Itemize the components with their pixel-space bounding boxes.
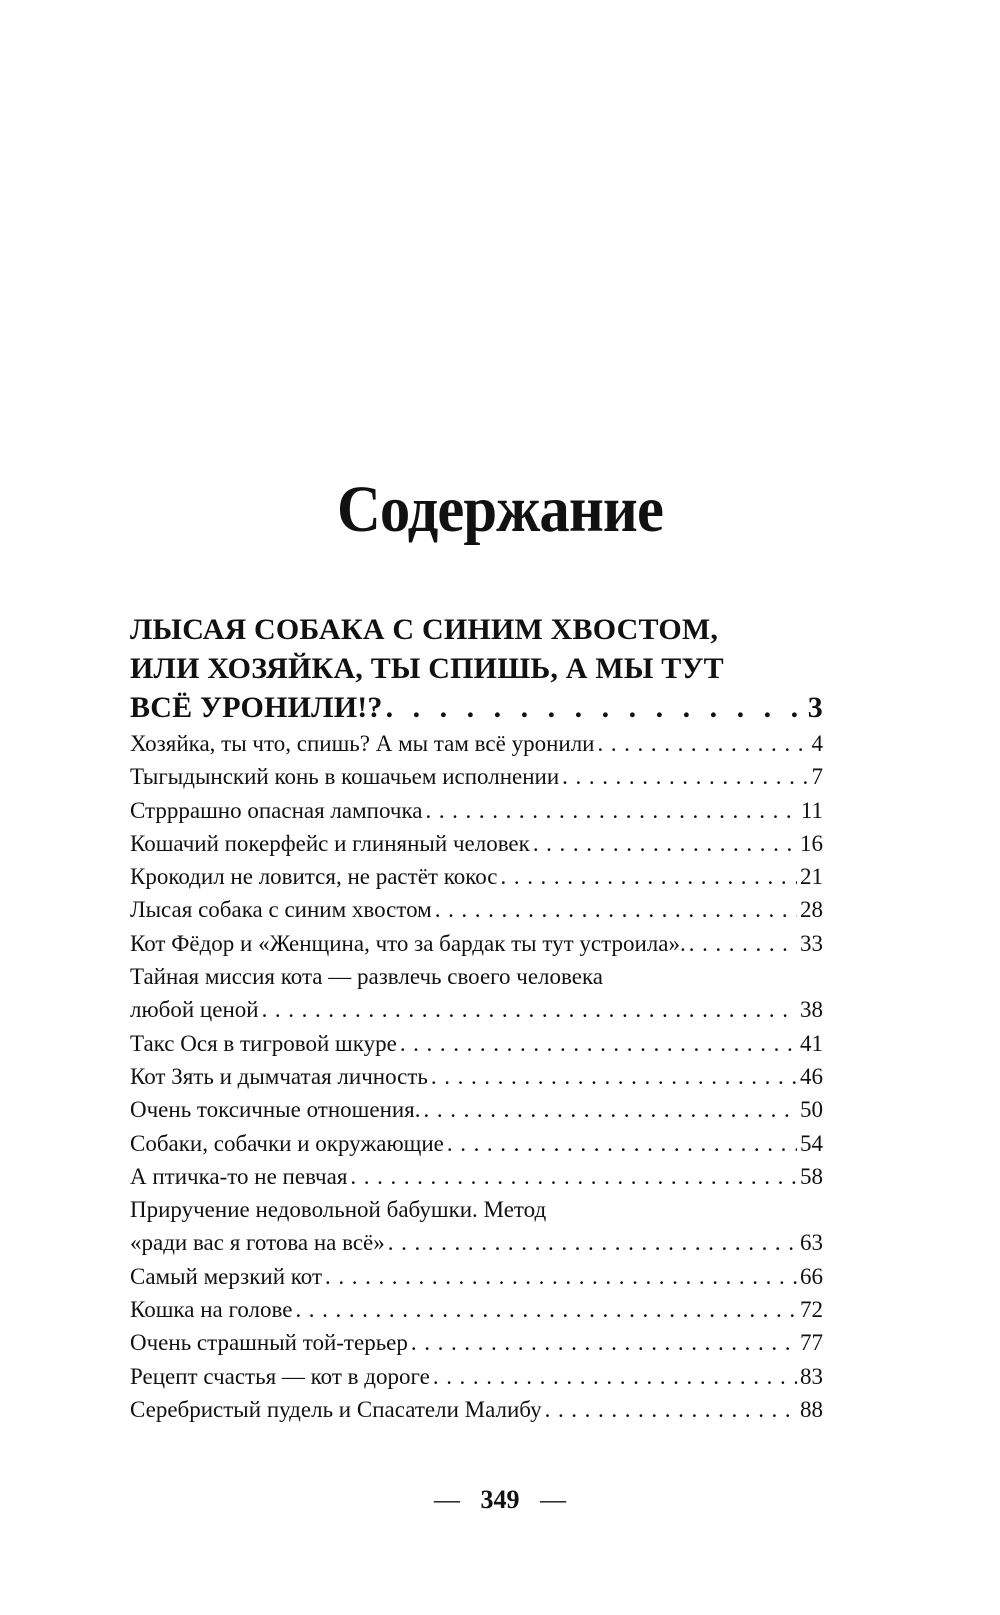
toc-section-heading[interactable] bbox=[130, 610, 823, 727]
dot-leader bbox=[689, 927, 797, 960]
footer-dash-right: — bbox=[540, 1485, 566, 1514]
toc-entries bbox=[130, 727, 823, 1426]
section-title-line-3: ВСЁ УРОНИЛИ!? bbox=[130, 691, 383, 724]
entry-page-number: 77 bbox=[800, 1330, 823, 1356]
dot-leader bbox=[350, 1160, 797, 1193]
toc-entry[interactable] bbox=[130, 1393, 823, 1426]
entry-title: Очень токсичные отношения. bbox=[130, 1097, 421, 1123]
entry-row bbox=[130, 1293, 823, 1326]
entry-row bbox=[130, 794, 823, 827]
entry-row bbox=[130, 1093, 823, 1126]
entry-title: Серебристый пудель и Спасатели Малибу bbox=[130, 1396, 542, 1422]
entry-page-number: 72 bbox=[800, 1297, 823, 1323]
entry-row bbox=[130, 1260, 823, 1293]
dot-leader bbox=[433, 1360, 797, 1393]
entry-title: Кошачий покерфейс и глиняный человек bbox=[130, 830, 530, 856]
entry-row bbox=[130, 1360, 823, 1393]
toc-entry[interactable] bbox=[130, 1326, 823, 1359]
entry-row bbox=[130, 993, 823, 1026]
dot-leader bbox=[424, 1093, 797, 1126]
dot-leader bbox=[388, 1226, 797, 1259]
entry-title: Кошка на голове bbox=[130, 1297, 293, 1323]
section-title-line-2: ИЛИ ХОЗЯЙКА, ТЫ СПИШЬ, А МЫ ТУТ bbox=[130, 652, 724, 685]
dot-leader bbox=[447, 1127, 797, 1160]
entry-row bbox=[130, 1027, 823, 1060]
entry-page-number: 58 bbox=[800, 1163, 823, 1189]
entry-title: Собаки, собачки и окружающие bbox=[130, 1130, 444, 1156]
dot-leader bbox=[431, 1060, 797, 1093]
entry-page-number: 11 bbox=[800, 797, 823, 823]
section-page-number: 3 bbox=[807, 691, 823, 724]
entry-page-number: 63 bbox=[800, 1230, 823, 1256]
entry-title-line: Тайная миссия кота — развлечь своего человека bbox=[130, 964, 604, 990]
dot-leader bbox=[386, 688, 805, 727]
table-of-contents bbox=[130, 610, 823, 1426]
entry-page-number: 46 bbox=[800, 1063, 823, 1089]
entry-row bbox=[130, 1326, 823, 1359]
toc-entry[interactable] bbox=[130, 760, 823, 793]
dot-leader bbox=[325, 1260, 797, 1293]
toc-entry[interactable] bbox=[130, 1360, 823, 1393]
dot-leader bbox=[533, 827, 797, 860]
dot-leader bbox=[400, 1027, 797, 1060]
entry-row bbox=[130, 727, 823, 760]
dot-leader bbox=[262, 993, 797, 1026]
entry-title: А птичка-то не певчая bbox=[130, 1163, 348, 1189]
entry-title: Стрррашно опасная лампочка bbox=[130, 797, 423, 823]
entry-title: «ради вас я готова на всё» bbox=[130, 1230, 385, 1256]
dot-leader bbox=[545, 1393, 797, 1426]
dot-leader bbox=[425, 794, 797, 827]
entry-page-number: 54 bbox=[800, 1130, 823, 1156]
entry-row bbox=[130, 1226, 823, 1259]
toc-entry[interactable] bbox=[130, 794, 823, 827]
entry-title: любой ценой bbox=[130, 997, 259, 1023]
toc-entry[interactable] bbox=[130, 893, 823, 926]
toc-entry[interactable] bbox=[130, 960, 823, 1027]
entry-page-number: 7 bbox=[811, 764, 823, 790]
entry-title: Такс Ося в тигровой шкуре bbox=[130, 1030, 397, 1056]
entry-row bbox=[130, 860, 823, 893]
entry-page-number: 66 bbox=[800, 1263, 823, 1289]
toc-entry[interactable] bbox=[130, 1160, 823, 1193]
entry-title: Очень страшный той-терьер bbox=[130, 1330, 408, 1356]
dot-leader bbox=[411, 1326, 797, 1359]
entry-page-number: 4 bbox=[811, 731, 823, 756]
toc-entry[interactable] bbox=[130, 1060, 823, 1093]
entry-row bbox=[130, 1060, 823, 1093]
entry-title: Тыгыдынский конь в кошачьем исполнении bbox=[130, 764, 560, 790]
dot-leader bbox=[597, 727, 808, 760]
entry-row bbox=[130, 827, 823, 860]
entry-row bbox=[130, 760, 823, 793]
entry-title: Кот Фёдор и «Женщина, что за бардак ты тут устроила». bbox=[130, 930, 686, 956]
entry-page-number: 16 bbox=[800, 830, 823, 856]
dot-leader bbox=[435, 893, 797, 926]
page-footer bbox=[0, 1480, 1000, 1520]
entry-row bbox=[130, 1393, 823, 1426]
page-number: 349 bbox=[480, 1485, 520, 1514]
toc-entry[interactable] bbox=[130, 1093, 823, 1126]
toc-entry[interactable] bbox=[130, 860, 823, 893]
dot-leader bbox=[501, 860, 798, 893]
entry-page-number: 33 bbox=[800, 930, 823, 956]
entry-title: Рецепт счастья — кот в дороге bbox=[130, 1363, 430, 1389]
section-title-last-line bbox=[130, 688, 823, 727]
entry-title: Крокодил не ловится, не растёт кокос bbox=[130, 864, 498, 890]
footer-dash-left: — bbox=[434, 1485, 460, 1514]
entry-row bbox=[130, 927, 823, 960]
entry-row bbox=[130, 1127, 823, 1160]
entry-page-number: 83 bbox=[800, 1363, 823, 1389]
entry-row bbox=[130, 893, 823, 926]
entry-title: Хозяйка, ты что, спишь? А мы там всё уронили bbox=[130, 731, 595, 756]
entry-page-number: 38 bbox=[800, 997, 823, 1023]
entry-page-number: 28 bbox=[800, 897, 823, 923]
entry-page-number: 50 bbox=[800, 1097, 823, 1123]
entry-title: Кот Зять и дымчатая личность bbox=[130, 1063, 428, 1089]
entry-title-line: Приручение недовольной бабушки. Метод bbox=[130, 1197, 547, 1223]
toc-entry[interactable] bbox=[130, 1193, 823, 1260]
toc-entry[interactable] bbox=[130, 1127, 823, 1160]
entry-row bbox=[130, 1160, 823, 1193]
entry-title: Лысая собака с синим хвостом bbox=[130, 897, 432, 923]
entry-page-number: 41 bbox=[800, 1030, 823, 1056]
toc-entry[interactable] bbox=[130, 1260, 823, 1293]
entry-title: Самый мерзкий кот bbox=[130, 1263, 323, 1289]
toc-entry[interactable] bbox=[130, 1027, 823, 1060]
entry-page-number: 88 bbox=[800, 1396, 823, 1422]
toc-entry[interactable] bbox=[130, 927, 823, 960]
toc-entry[interactable] bbox=[130, 827, 823, 860]
page-title: Содержание bbox=[336, 473, 663, 546]
dot-leader bbox=[295, 1293, 797, 1326]
entry-page-number: 21 bbox=[800, 864, 823, 890]
toc-entry[interactable] bbox=[130, 727, 823, 760]
toc-entry[interactable] bbox=[130, 1293, 823, 1326]
section-title-line-1: ЛЫСАЯ СОБАКА С СИНИМ ХВОСТОМ, bbox=[130, 613, 719, 646]
dot-leader bbox=[562, 760, 808, 793]
